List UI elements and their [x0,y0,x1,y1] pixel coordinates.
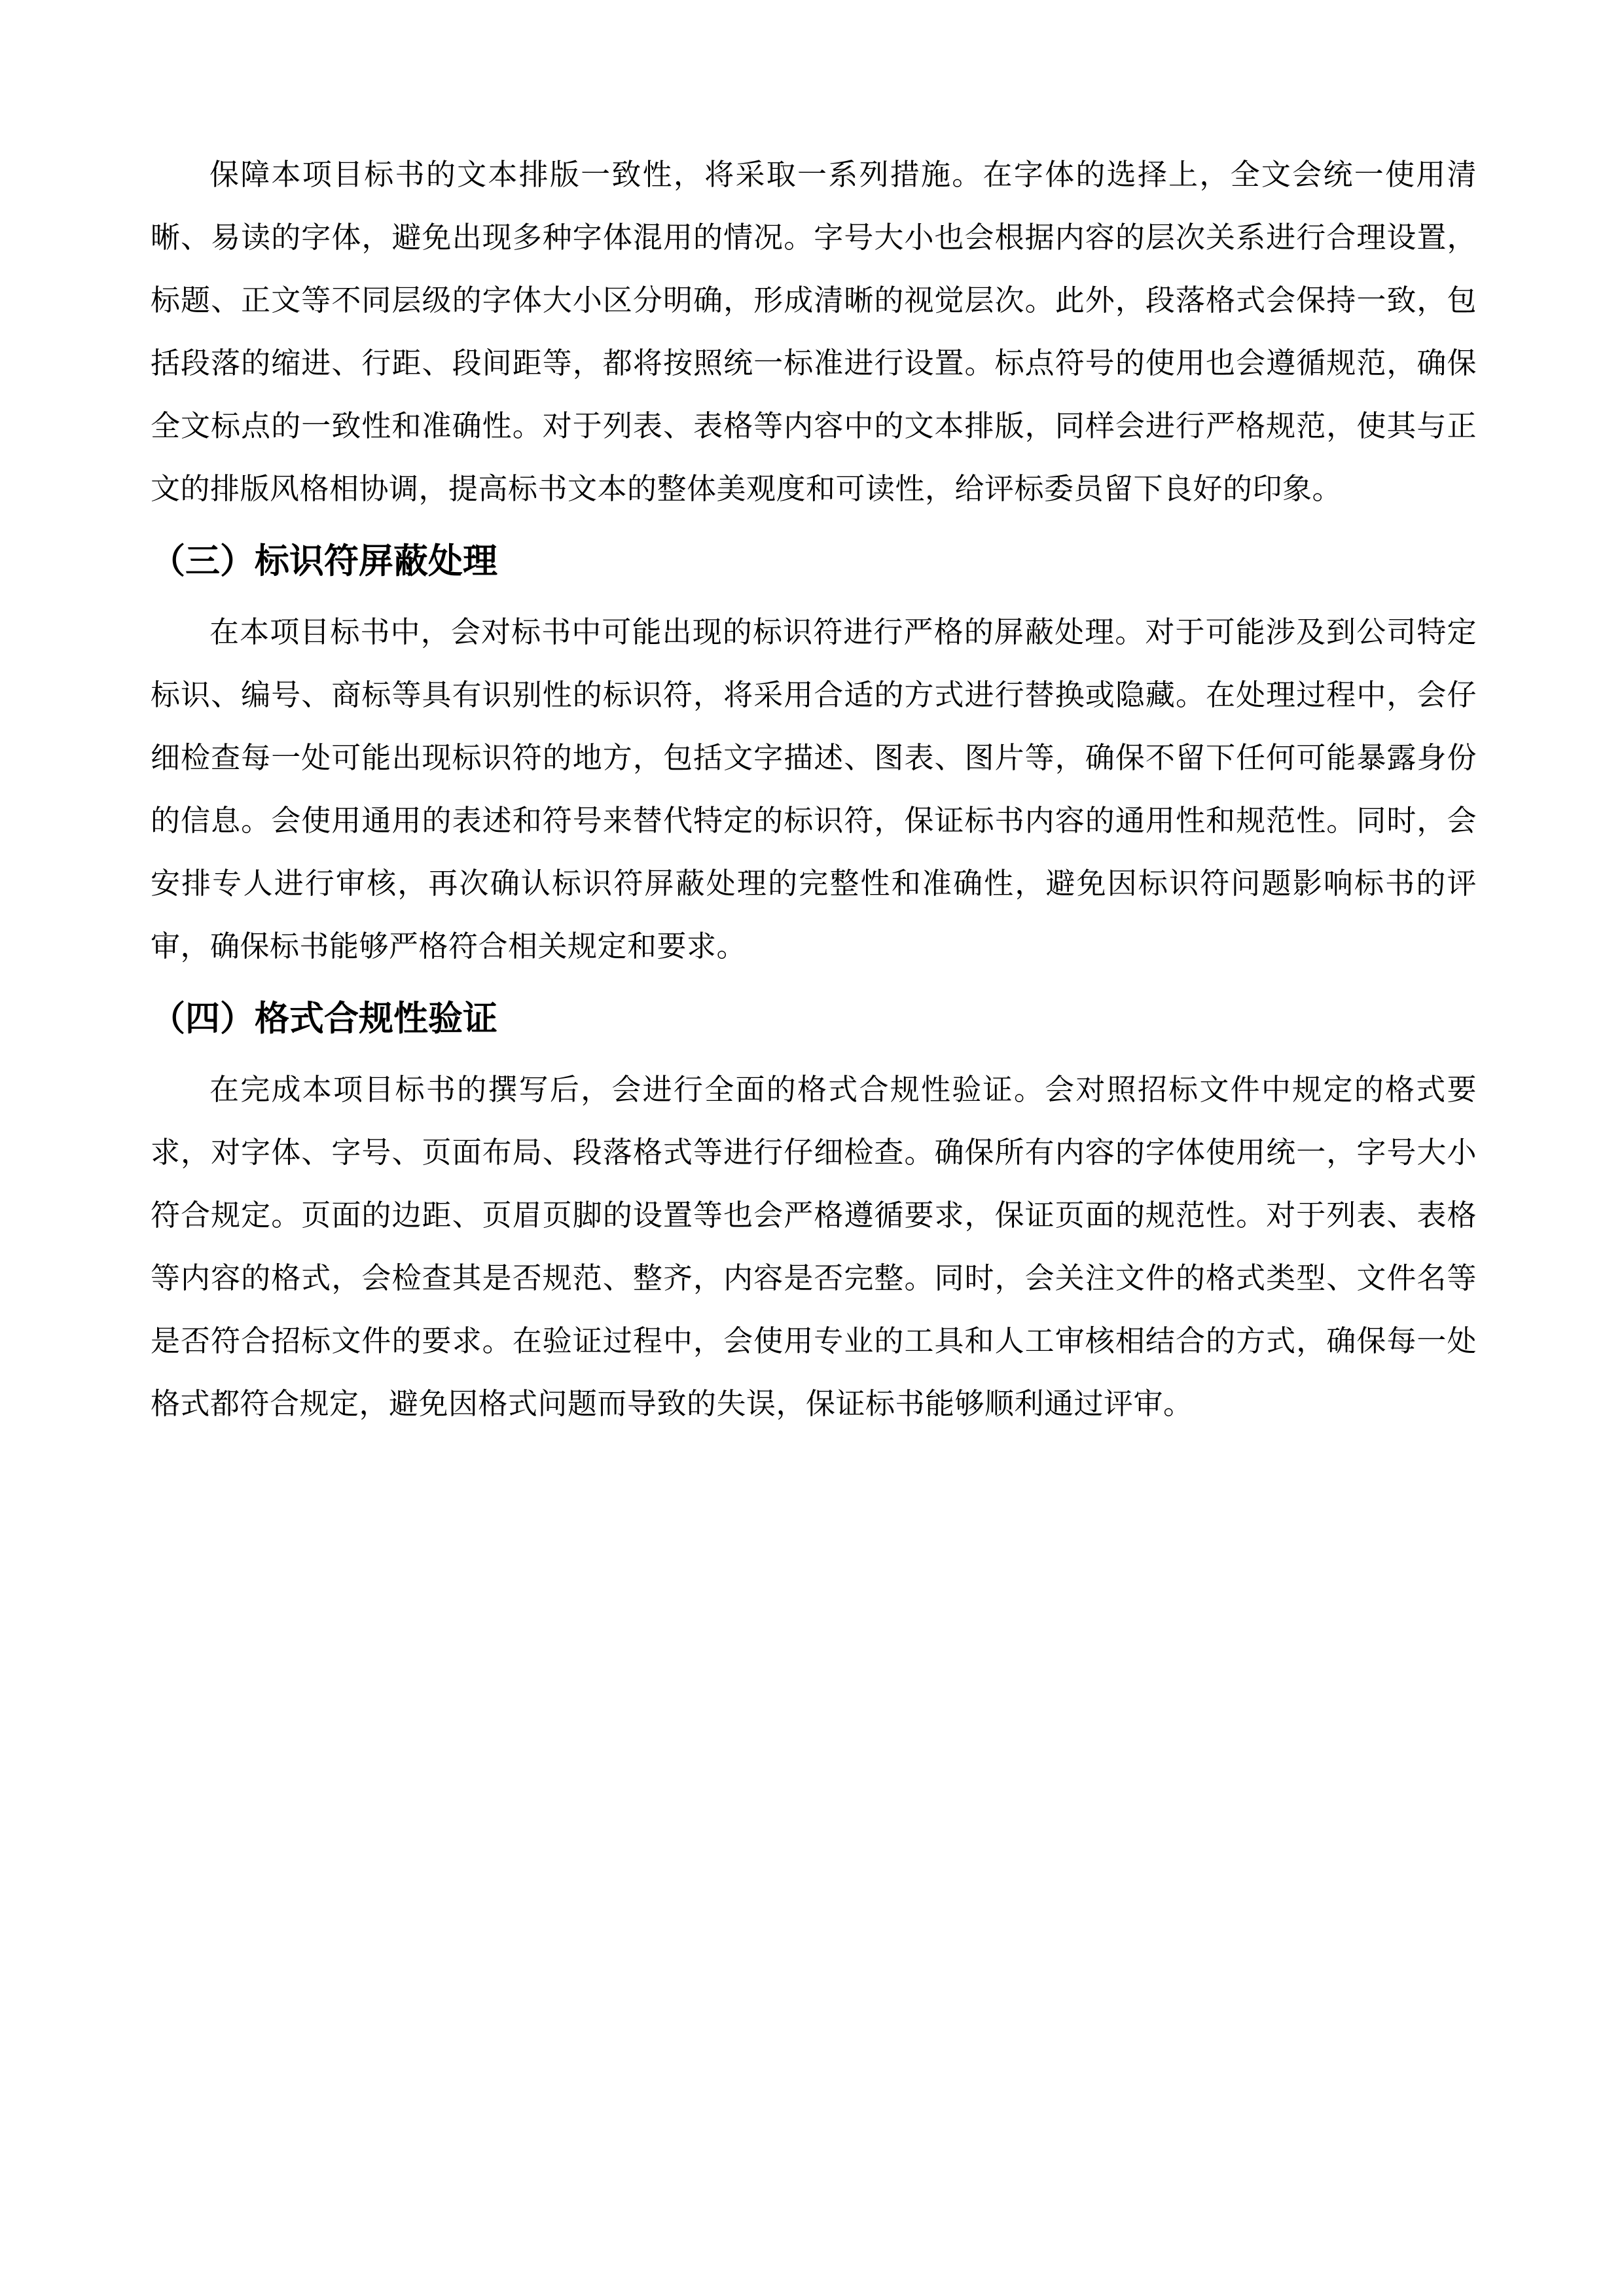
paragraph-typography-consistency: 保障本项目标书的文本排版一致性，将采取一系列措施。在字体的选择上，全文会统一使用清晰、易读的字体，避免出现多种字体混用的情况。字号大小也会根据内容的层次关系进行合理设置，标题、正文等不同层级的字体大小区分明确，形成清晰的视觉层次。此外，段落格式会保持一致，包括段落的缩进、行距、段间距等，都将按照统一标准进行设置。标点符号的使用也会遵循规范，确保全文标点的一致性和准确性。对于列表、表格等内容中的文本排版，同样会进行严格规范，使其与正文的排版风格相协调，提高标书文本的整体美观度和可读性，给评标委员留下良好的印象。 [151,158,1477,505]
paragraph-format-compliance: 在完成本项目标书的撰写后，会进行全面的格式合规性验证。会对照招标文件中规定的格式要求，对字体、字号、页面布局、段落格式等进行仔细检查。确保所有内容的字体使用统一，字号大小符合规定。页面的边距、页眉页脚的设置等也会严格遵循要求，保证页面的规范性。对于列表、表格等内容的格式，会检查其是否规范、整齐，内容是否完整。同时，会关注文件的格式类型、文件名等是否符合招标文件的要求。在验证过程中，会使用专业的工具和人工审核相结合的方式，确保每一处格式都符合规定，避免因格式问题而导致的失误，保证标书能够顺利通过评审。 [151,1073,1477,1420]
section-heading-identifier-masking: （三）标识符屏蔽处理 [151,543,497,581]
page-content [151,143,1477,1435]
section-heading-format-compliance: （四）格式合规性验证 [151,1000,497,1038]
paragraph-identifier-masking: 在本项目标书中，会对标书中可能出现的标识符进行严格的屏蔽处理。对于可能涉及到公司特定标识、编号、商标等具有识别性的标识符，将采用合适的方式进行替换或隐藏。在处理过程中，会仔细检查每一处可能出现标识符的地方，包括文字描述、图表、图片等，确保不留下任何可能暴露身份的信息。会使用通用的表述和符号来替代特定的标识符，保证标书内容的通用性和规范性。同时，会安排专人进行审核，再次确认标识符屏蔽处理的完整性和准确性，避免因标识符问题影响标书的评审，确保标书能够严格符合相关规定和要求。 [151,616,1477,963]
